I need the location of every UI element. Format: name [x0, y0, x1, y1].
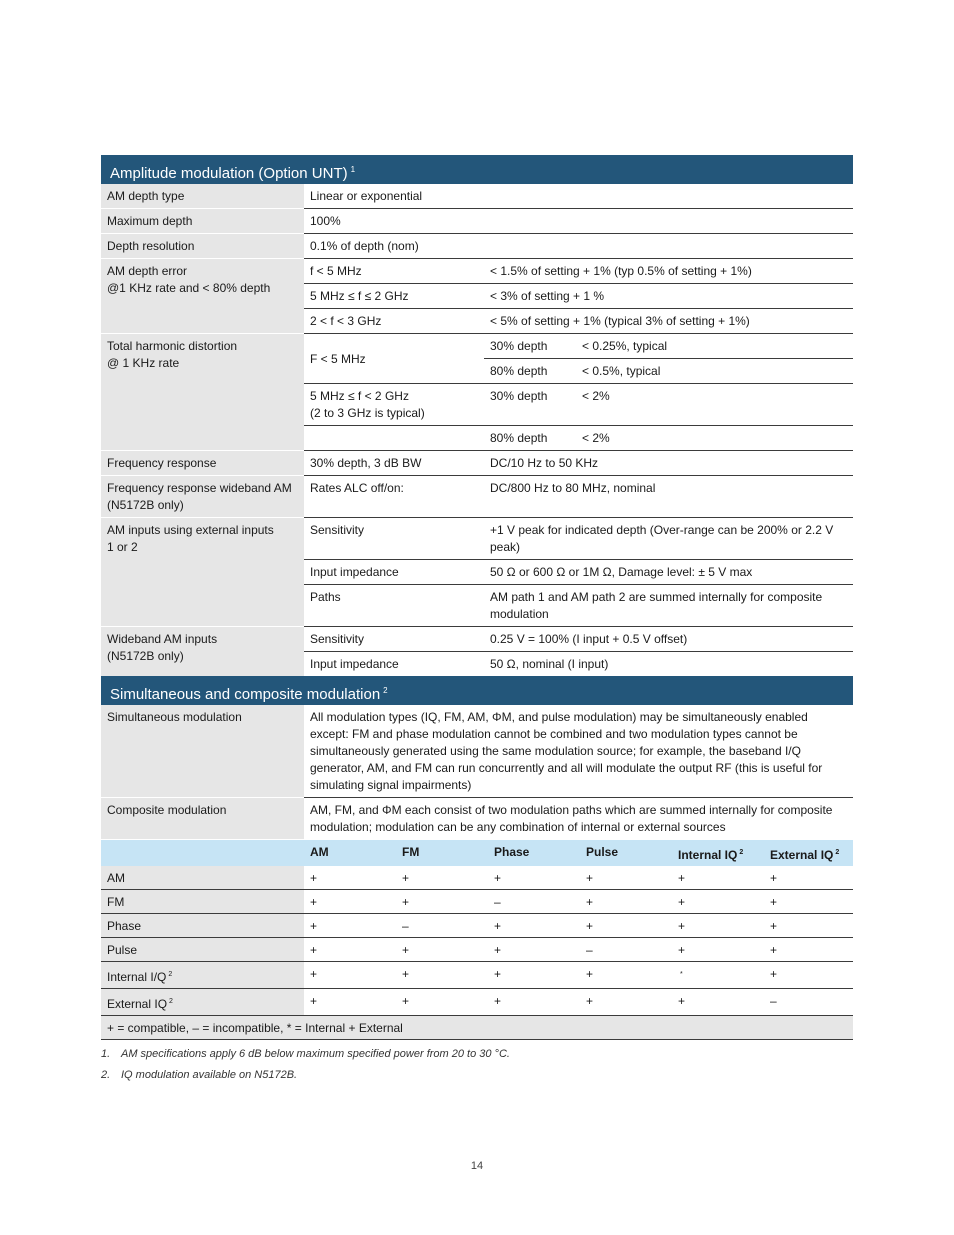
spec-sheet: [101, 155, 853, 1088]
col-header: External IQ $^2$: [764, 840, 853, 866]
footnote: 1. AM specifications apply 6 dB below maximum specified power from 20 to 30 °C.: [101, 1047, 510, 1060]
table-row: Phase + – + + + +: [101, 913, 853, 937]
am-section-header: Amplitude modulation (Option UNT) $^1$: [101, 155, 853, 184]
table-row: 5 MHz ≤ f < 2 GHz (2 to 3 GHz is typical) 30% depth < 2%: [101, 384, 853, 426]
table-row: Maximum depth 100%: [101, 209, 853, 234]
table-row: Internal I/Q $^2$ + + + + * +: [101, 961, 853, 988]
table-row: Frequency response wideband AM (N5172B only) Rates ALC off/on: DC/800 Hz to 80 MHz, nominal: [101, 476, 853, 518]
footnote: 2. IQ modulation available on N5172B.: [101, 1068, 298, 1081]
table-row: Total harmonic distortion @ 1 KHz rate F < 5 MHz 30% depth < 0.25%, typical: [101, 334, 853, 359]
table-row: Wideband AM inputs (N5172B only) Sensitivity 0.25 V = 100% (I input + 0.5 V offset): [101, 627, 853, 652]
col-header: Phase: [488, 840, 580, 866]
col-header: Internal IQ $^2$: [672, 840, 764, 866]
table-row: Composite modulation AM, FM, and ΦM each consist of two modulation paths which are summed internally for composite modulation; modulation can be any combination of internal or external sources: [101, 798, 853, 840]
table-row: Simultaneous modulation All modulation types (IQ, FM, AM, ΦM, and pulse modulation) may be simultaneously enabled except: FM and phase modulation cannot be combined and two modulation types cannot be simultaneously generated using the same modulation source; for example, the baseband I/Q generator, AM, and FM can run concurrently and all will modulate the output RF (this is useful for simulating signal impairments): [101, 705, 853, 798]
am-spec-table: [101, 184, 853, 676]
col-header: FM: [396, 840, 488, 866]
table-row: AM depth error @1 KHz rate and < 80% depth f < 5 MHz < 1.5% of setting + 1% (typ 0.5% of setting + 1%): [101, 259, 853, 284]
table-row: FM + + – + + +: [101, 889, 853, 913]
sim-spec-table: [101, 705, 853, 840]
table-row: AM depth type Linear or exponential: [101, 184, 853, 209]
table-row: External IQ $^2$ + + + + + –: [101, 988, 853, 1015]
table-row: 5 MHz ≤ f ≤ 2 GHz < 3% of setting + 1 %: [101, 284, 853, 309]
footnotes: [101, 1046, 853, 1088]
table-row: Input impedance 50 Ω, nominal (I input): [310, 657, 609, 671]
sim-section-header: Simultaneous and composite modulation $^2$: [101, 676, 853, 705]
table-row: AM inputs using external inputs 1 or 2 Sensitivity +1 V peak for indicated depth (Over-range can be 200% or 2.2 V peak): [101, 518, 853, 560]
compat-legend: + = compatible, – = incompatible, * = Internal + External: [101, 1016, 853, 1040]
compatibility-table: [101, 840, 853, 1016]
page-number: 14: [470, 1160, 484, 1172]
col-header: Pulse: [580, 840, 672, 866]
compat-header-row: [101, 840, 853, 866]
table-row: Depth resolution 0.1% of depth (nom): [101, 234, 853, 259]
table-row: 80% depth < 2%: [101, 426, 853, 451]
col-header: AM: [304, 840, 396, 866]
table-row: Input impedance 50 Ω or 600 Ω or 1M Ω, Damage level: ± 5 V max: [101, 560, 853, 585]
table-row: Frequency response 30% depth, 3 dB BW DC/10 Hz to 50 KHz: [101, 451, 853, 476]
table-row: 2 < f < 3 GHz < 5% of setting + 1% (typical 3% of setting + 1%): [101, 309, 853, 334]
table-row: AM + + + + + +: [101, 866, 853, 890]
table-row: 80% depth < 0.5%, typical: [101, 359, 853, 384]
table-row: Pulse + + + – + +: [101, 937, 853, 961]
table-row: Paths AM path 1 and AM path 2 are summed internally for composite modulation: [101, 585, 853, 627]
